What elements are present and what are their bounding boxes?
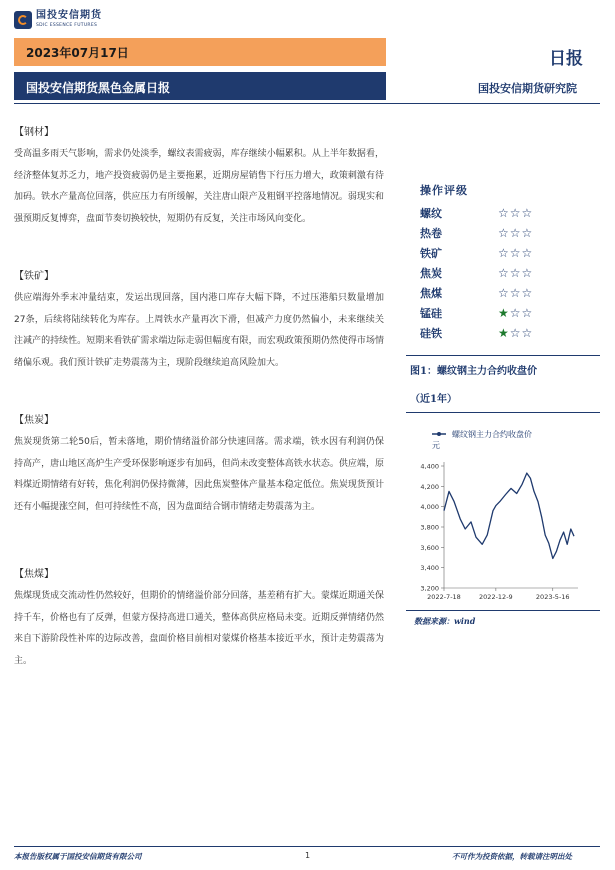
y-tick-label: 3,800: [420, 523, 439, 532]
x-tick-label: 2022-7-18: [427, 593, 461, 601]
title-bar: [14, 72, 386, 100]
x-tick-label: 2022-12-9: [479, 593, 513, 601]
section-coke: [14, 414, 384, 519]
y-tick-label: 4,000: [420, 503, 439, 512]
rating-stars: ☆☆☆: [498, 206, 534, 220]
figure-caption-rule: [406, 412, 600, 413]
rating-stars: [498, 326, 533, 340]
header-divider: [14, 103, 600, 104]
company-logo: [14, 10, 102, 29]
section-title: 【铁矿】: [14, 271, 54, 282]
rating-row-coking-coal: [420, 283, 533, 303]
rating-row-rebar: [420, 203, 533, 223]
figure-bottom-rule: [406, 610, 600, 611]
x-tick-label: 2023-5-16: [535, 593, 570, 601]
legend-label: 螺纹钢主力合约收盘价: [452, 430, 532, 439]
footer-disclaimer: 不可作为投资依据，转载请注明出处: [452, 852, 572, 861]
figure-caption: [410, 358, 600, 414]
footer-copyright: 本报告版权属于国投安信期货有限公司: [14, 852, 142, 861]
rebar-price-chart: [406, 418, 600, 608]
section-iron-ore: [14, 270, 384, 375]
logo-text-en: SDIC ESSENCE FUTURES: [36, 23, 98, 28]
section-title: 【焦煤】: [14, 569, 54, 580]
rating-name: 焦煤: [420, 287, 442, 300]
ratings-list: [420, 203, 533, 343]
ratings-title: 操作评级: [420, 184, 468, 197]
section-title: 【钢材】: [14, 127, 54, 138]
logo-text-cn: 国投安信期货: [36, 10, 102, 21]
unit-label: 元: [432, 441, 440, 450]
page-number: 1: [305, 851, 311, 860]
y-tick-label: 4,400: [420, 462, 439, 471]
rating-row-coke: [420, 263, 533, 283]
empty-stars: ☆☆: [509, 306, 534, 320]
rating-row-silicomanganese: [420, 303, 533, 323]
y-tick-label: 3,200: [420, 584, 439, 593]
footer-divider: [14, 846, 600, 847]
y-tick-label: 3,600: [420, 543, 439, 552]
rating-stars: ☆☆☆: [498, 226, 534, 240]
section-coking-coal: [14, 568, 384, 673]
section-body: 受高温多雨天气影响，需求仍处淡季，螺纹表需疲弱，库存继续小幅累积。从上半年数据看，经济整体复苏乏力，地产投资疲弱仍是主要拖累，近期房屋销售下行压力增大，政策刺激有待加码。铁水产量高位回落，供应压力有所缓解，关注唐山限产及粗钢平控落地情况。弱现实和强预期反复博弈，盘面节奏切换较快，短期仍有反复，关注市场风向变化。: [14, 149, 384, 225]
section-body: 供应端海外季末冲量结束，发运出现回落，国内港口库存大幅下降，不过压港船只数量增加27条，后续将陆续转化为库存。上周铁水产量再次下滑，但减产力度仍然偏小，未来继续关注减产的持续性。短期来看铁矿需求端边际走弱但幅度有限，而宏观政策预期仍然使得市场情绪偏乐观。我们预计铁矿走势震荡为主，现阶段继续追高风险加大。: [14, 293, 384, 369]
figure-caption-line1: 图1：螺纹钢主力合约收盘价: [410, 366, 537, 377]
rating-name: 焦炭: [420, 267, 442, 280]
series-line: [444, 473, 574, 558]
section-body: 焦炭现货第二轮50后，暂未落地，期价情绪溢价部分快速回落。需求端，铁水因有利润仍保持高产，唐山地区高炉生产受环保影响逐步有加码，但尚未改变整体高铁水状态。供应端，原料煤近期情绪有好转，焦化利润仍保持微薄，因此焦炭整体产量基本稳定低位。焦炭现货预计还有小幅提涨空间，但可持续性不高，因为盘面结合钢市情绪走势震荡为主。: [14, 437, 384, 513]
filled-star-icon: ★: [498, 306, 510, 320]
institute-label: 国投安信期货研究院: [478, 82, 577, 95]
rating-name: 锰硅: [420, 307, 442, 320]
section-body: 焦煤现货成交流动性仍然较好，但期价的情绪溢价部分回落，基差稍有扩大。蒙煤近期通关保持千车，价格也有了反弹，但蒙方保持高进口通关，整体高供应格局未变。近期反弹情绪仍然来自下游阶段性补库的边际改善，盘面价格目前相对蒙煤价格基本接近平水，预计走势震荡为主。: [14, 591, 384, 667]
chart-svg: [406, 418, 600, 608]
rating-stars: ☆☆☆: [498, 286, 534, 300]
rating-name: 螺纹: [420, 207, 442, 220]
figure-top-rule: [406, 355, 600, 356]
rating-stars: [498, 306, 533, 320]
rating-name: 硅铁: [420, 327, 442, 340]
section-steel: [14, 126, 384, 231]
section-title: 【焦炭】: [14, 415, 54, 426]
rating-row-ferrosilicon: [420, 323, 533, 343]
rating-name: 铁矿: [420, 247, 442, 260]
legend-marker: [437, 432, 441, 436]
empty-stars: ☆☆: [509, 326, 534, 340]
logo-mark-icon: [14, 11, 32, 29]
report-title: 国投安信期货黑色金属日报: [26, 81, 171, 95]
doc-type-label: 日报: [549, 49, 583, 69]
report-date: 2023年07月17日: [26, 46, 129, 60]
rating-row-hot-coil: [420, 223, 533, 243]
rating-stars: ☆☆☆: [498, 266, 534, 280]
data-source: 数据来源：wind: [414, 616, 476, 626]
rating-stars: ☆☆☆: [498, 246, 534, 260]
date-bar: [14, 38, 386, 66]
rating-row-iron-ore: [420, 243, 533, 263]
filled-star-icon: ★: [498, 326, 510, 340]
rating-name: 热卷: [420, 227, 442, 240]
figure-caption-line2: （近1年）: [410, 394, 457, 405]
y-tick-label: 4,200: [420, 482, 439, 491]
y-tick-label: 3,400: [420, 564, 439, 573]
